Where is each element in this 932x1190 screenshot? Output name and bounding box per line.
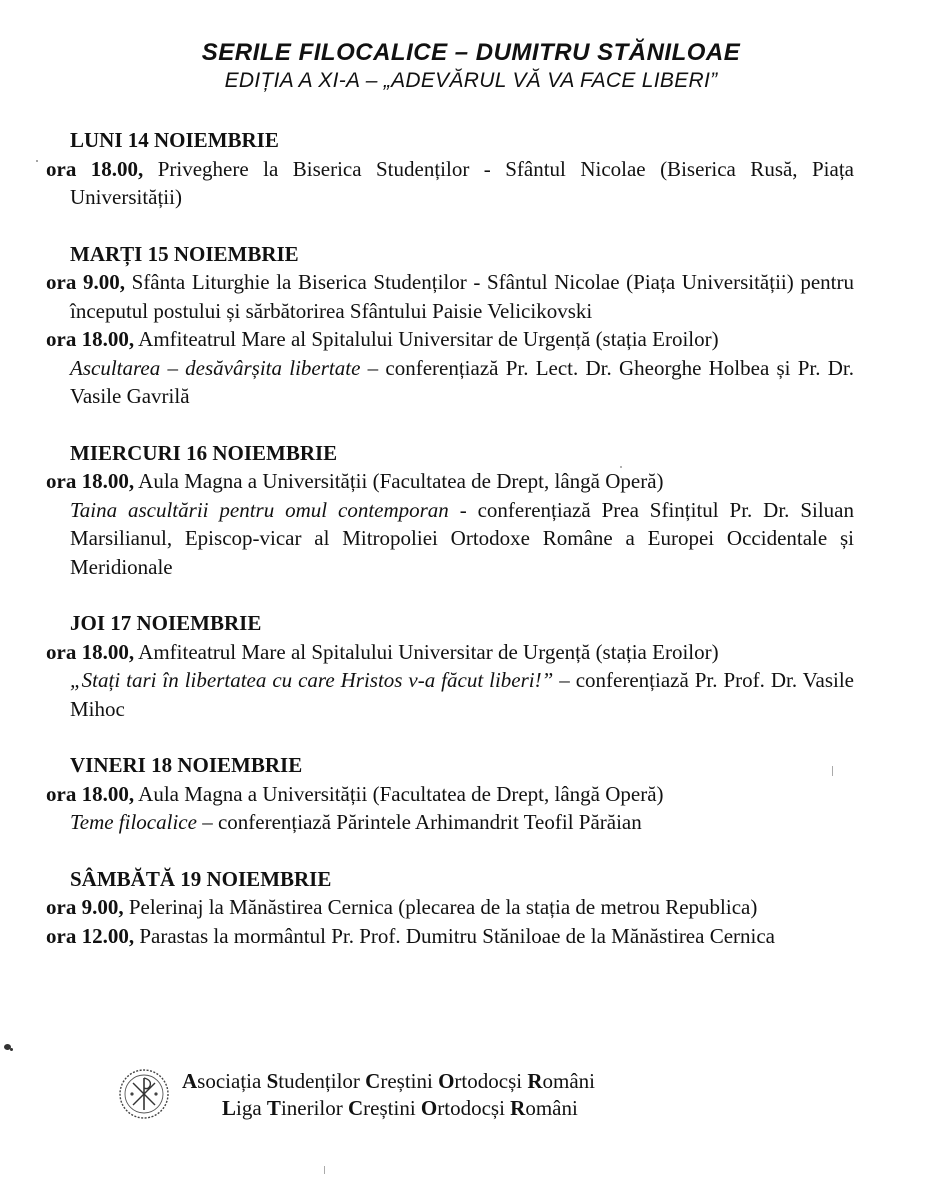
organizer-names bbox=[182, 1068, 595, 1122]
organizer-initial: C bbox=[365, 1069, 381, 1093]
day-heading: LUNI 14 NOIEMBRIE bbox=[70, 128, 279, 152]
event-entry bbox=[46, 922, 854, 951]
day-heading: SÂMBĂTĂ 19 NOIEMBRIE bbox=[70, 866, 332, 891]
day-heading: MARȚI 15 NOIEMBRIE bbox=[70, 241, 299, 266]
event-entry bbox=[46, 155, 854, 212]
talk-speakers: - conferențiază Prea Sfințitul Pr. Dr. Siluan Marsilianul, Episcop-vicar al Mitropoliei Ortodoxe Române a Europei Occidentale și Meridionale bbox=[70, 497, 854, 579]
event-time: ora 18.00, bbox=[46, 639, 135, 664]
day-section bbox=[46, 609, 854, 723]
event-entry bbox=[46, 325, 854, 354]
organizer-word: omâni bbox=[525, 1096, 578, 1120]
event-description: Priveghere la Biserica Studenților - Sfântul Nicolae (Biserica Rusă, Piața Universității) bbox=[70, 156, 854, 209]
document-subtitle: EDIȚIA A XI-A – „ADEVĂRUL VĂ VA FACE LIBERI” bbox=[224, 69, 718, 92]
event-time: ora 18.00, bbox=[46, 781, 135, 806]
organizer-word: omâni bbox=[542, 1069, 595, 1093]
organizer-ltcor bbox=[182, 1095, 595, 1122]
scan-speck bbox=[36, 160, 38, 162]
event-entry bbox=[46, 638, 854, 667]
organizer-ascor bbox=[182, 1068, 595, 1095]
event-time: ora 18.00, bbox=[46, 156, 144, 181]
organizer-word: inerilor bbox=[280, 1096, 348, 1120]
event-entry bbox=[46, 268, 854, 325]
event-time: ora 9.00, bbox=[46, 270, 125, 294]
talk-speakers: – conferențiază Pr. Prof. Dr. Vasile Mihoc bbox=[70, 668, 854, 721]
day-heading: JOI 17 NOIEMBRIE bbox=[70, 611, 262, 635]
organizer-word: reștini bbox=[363, 1096, 421, 1120]
event-time: ora 18.00, bbox=[46, 469, 135, 493]
day-section bbox=[46, 126, 854, 212]
talk-title: „Stați tari în libertatea cu care Hristos v-a făcut liberi!” bbox=[70, 668, 554, 692]
event-entry bbox=[46, 780, 854, 809]
organizer-initial: S bbox=[266, 1069, 279, 1093]
talk-title: Taina ascultării pentru omul contemporan bbox=[70, 497, 449, 522]
organizer-word: rtodocși bbox=[454, 1069, 528, 1093]
chi-rho-seal-icon bbox=[118, 1068, 170, 1120]
event-description: Parastas la mormântul Pr. Prof. Dumitru Stăniloae de la Mănăstirea Cernica bbox=[134, 923, 775, 948]
footer-organizers bbox=[118, 1066, 818, 1126]
day-heading: MIERCURI 16 NOIEMBRIE bbox=[70, 440, 338, 465]
event-description: Amfiteatrul Mare al Spitalului Universitar de Urgență (stația Eroilor) bbox=[134, 327, 719, 351]
scan-speck bbox=[620, 466, 622, 468]
organizer-word: iga bbox=[236, 1096, 267, 1120]
organizer-initial: C bbox=[348, 1096, 364, 1120]
conference-talk bbox=[46, 496, 854, 582]
organizer-initial: R bbox=[527, 1069, 543, 1093]
event-time: ora 18.00, bbox=[46, 327, 135, 351]
scan-speck bbox=[832, 766, 833, 776]
conference-talk bbox=[46, 666, 854, 723]
organizer-word: sociația bbox=[197, 1069, 267, 1093]
organizer-initial: O bbox=[438, 1069, 455, 1093]
conference-talk bbox=[46, 354, 854, 411]
organizer-initial: R bbox=[510, 1096, 526, 1120]
day-heading: VINERI 18 NOIEMBRIE bbox=[70, 753, 303, 777]
document-header bbox=[0, 38, 932, 94]
event-description: Aula Magna a Universității (Facultatea de Drept, lângă Operă) bbox=[134, 781, 664, 806]
talk-speakers: – conferențiază Pr. Lect. Dr. Gheorghe Holbea și Pr. Dr. Vasile Gavrilă bbox=[70, 355, 855, 408]
day-section bbox=[46, 751, 854, 837]
day-section bbox=[46, 865, 854, 951]
document-title: SERILE FILOCALICE – DUMITRU STĂNILOAE bbox=[201, 39, 741, 66]
event-description: Amfiteatrul Mare al Spitalului Universitar de Urgență (stația Eroilor) bbox=[134, 639, 719, 664]
talk-speakers: – conferențiază Părintele Arhimandrit Teofil Părăian bbox=[196, 810, 642, 834]
event-time: ora 12.00, bbox=[46, 923, 135, 948]
day-section bbox=[46, 439, 854, 582]
event-entry bbox=[46, 893, 854, 922]
day-section bbox=[46, 240, 854, 411]
event-entry bbox=[46, 467, 854, 496]
event-description: Aula Magna a Universității (Facultatea de Drept, lângă Operă) bbox=[134, 469, 664, 493]
scan-speck bbox=[10, 1048, 13, 1051]
conference-talk bbox=[46, 808, 854, 837]
organizer-word: rtodocși bbox=[437, 1096, 511, 1120]
scan-speck bbox=[324, 1166, 325, 1174]
organizer-word: reștini bbox=[380, 1069, 439, 1093]
event-description: Sfânta Liturghie la Biserica Studenților - Sfântul Nicolae (Piața Universității) pentru începutul postului și sărbătorirea Sfântului Paisie Velicikovski bbox=[70, 270, 855, 323]
event-description: Pelerinaj la Mănăstirea Cernica (plecarea de la stația de metrou Republica) bbox=[123, 895, 758, 919]
talk-title: Ascultarea – desăvârșita libertate bbox=[70, 355, 361, 380]
organizer-word: tudenților bbox=[278, 1069, 366, 1093]
program-schedule bbox=[46, 126, 854, 978]
event-time: ora 9.00, bbox=[46, 895, 124, 919]
organizer-initial: A bbox=[182, 1069, 198, 1093]
organizer-initial: L bbox=[222, 1096, 237, 1120]
organizer-initial: T bbox=[266, 1096, 281, 1120]
talk-title: Teme filocalice bbox=[70, 810, 197, 834]
organizer-initial: O bbox=[420, 1096, 438, 1120]
